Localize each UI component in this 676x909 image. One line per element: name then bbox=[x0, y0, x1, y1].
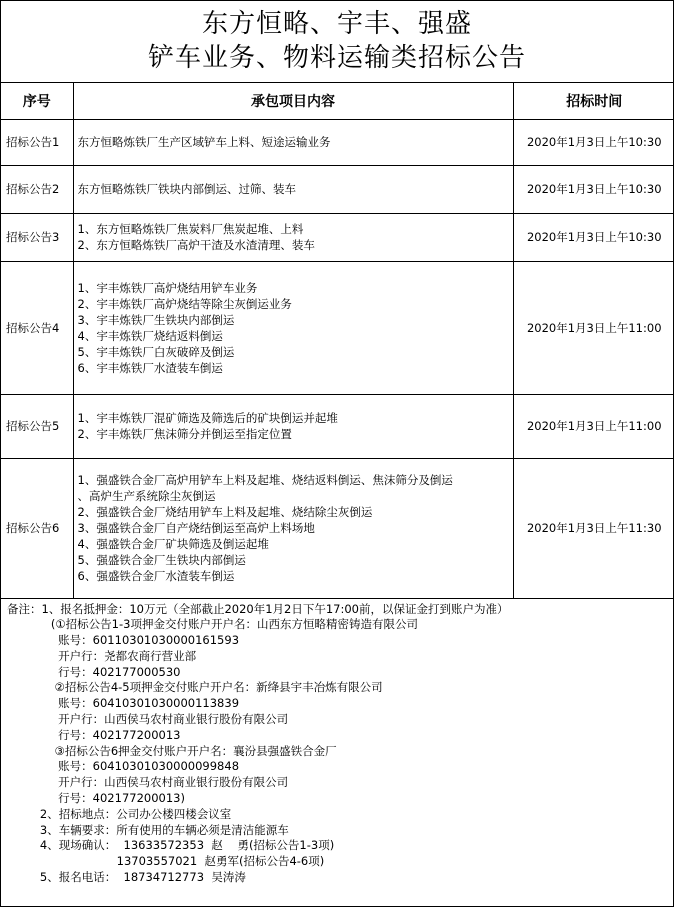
note-line: (①招标公告1-3项押金交付账户开户名：山西东方恒略精密铸造有限公司 bbox=[7, 617, 418, 632]
content-item: 5、强盛铁合金厂生铁块内部倒运 bbox=[77, 553, 246, 567]
note-line: 开户行：尧都农商行营业部 bbox=[7, 648, 197, 663]
row-content bbox=[73, 261, 513, 394]
row-time: 2020年1月3日上午10:30 bbox=[513, 119, 673, 165]
title-line-1: 东方恒略、宇丰、强盛 bbox=[201, 9, 472, 39]
row-content bbox=[73, 165, 513, 213]
note-line: 2、招标地点：公司办公楼四楼会议室 bbox=[7, 806, 232, 821]
content-item: 6、宇丰炼铁厂水渣装车倒运 bbox=[77, 360, 223, 375]
header-no: 序号 bbox=[1, 83, 73, 119]
notes-section bbox=[1, 599, 673, 886]
row-number: 招标公告5 bbox=[1, 394, 73, 458]
row-time: 2020年1月3日上午11:00 bbox=[513, 261, 673, 394]
note-line: 行号：402177200013) bbox=[7, 791, 185, 806]
row-time: 2020年1月3日上午11:00 bbox=[513, 394, 673, 458]
content-item: 3、强盛铁合金厂自产烧结倒运至高炉上料场地 bbox=[77, 521, 315, 535]
content-item: 东方恒略炼铁厂铁块内部倒运、过筛、装车 bbox=[77, 182, 296, 196]
note-line: ③招标公告6押金交付账户开户名：襄汾县强盛铁合金厂 bbox=[7, 743, 337, 758]
content-item: 2、宇丰炼铁厂高炉烧结等除尘灰倒运业务 bbox=[77, 296, 292, 311]
note-line: 账号：60410301030000099848 bbox=[7, 759, 240, 774]
note-line: 3、车辆要求：所有使用的车辆必须是清洁能源车 bbox=[7, 822, 289, 837]
header-time: 招标时间 bbox=[513, 83, 673, 119]
note-line: 账号：60410301030000113839 bbox=[7, 696, 240, 711]
note-line: 开户行：山西侯马农村商业银行股份有限公司 bbox=[7, 712, 289, 727]
table-row bbox=[1, 165, 673, 213]
row-time: 2020年1月3日上午11:30 bbox=[513, 458, 673, 598]
note-line: 行号：402177000530 bbox=[7, 664, 181, 679]
note-line: ②招标公告4-5项押金交付账户开户名：新绛县宇丰冶炼有限公司 bbox=[7, 680, 383, 695]
table-row bbox=[1, 458, 673, 598]
table-row bbox=[1, 394, 673, 458]
row-number: 招标公告2 bbox=[1, 165, 73, 213]
content-item: 2、强盛铁合金厂烧结用铲车上料及起堆、烧结除尘灰倒运 bbox=[77, 505, 373, 519]
row-number: 招标公告3 bbox=[1, 213, 73, 261]
page-title bbox=[1, 1, 673, 83]
table-header-row bbox=[1, 83, 673, 119]
row-content bbox=[73, 213, 513, 261]
note-line: 账号：60110301030000161593 bbox=[7, 633, 240, 648]
note-line: 5、报名电话： 18734712773 吴涛涛 bbox=[7, 870, 246, 885]
title-line-2: 铲车业务、物料运输类招标公告 bbox=[147, 43, 526, 73]
row-time: 2020年1月3日上午10:30 bbox=[513, 165, 673, 213]
tender-table bbox=[1, 83, 673, 599]
note-line: 备注：1、报名抵押金：10万元（全部截止2020年1月2日下午17:00前，以保证金打到账户为准） bbox=[7, 601, 509, 616]
content-item: 1、宇丰炼铁厂高炉烧结用铲车业务 bbox=[77, 280, 258, 295]
content-item: 、高炉生产系统除尘灰倒运 bbox=[77, 489, 216, 503]
note-line: 开户行：山西侯马农村商业银行股份有限公司 bbox=[7, 775, 289, 790]
row-content bbox=[73, 394, 513, 458]
note-line: 行号：402177200013 bbox=[7, 727, 181, 742]
content-item: 东方恒略炼铁厂生产区域铲车上料、短途运输业务 bbox=[77, 135, 331, 149]
content-item: 5、宇丰炼铁厂白灰破碎及倒运 bbox=[77, 344, 235, 359]
row-time: 2020年1月3日上午10:30 bbox=[513, 213, 673, 261]
content-item: 2、宇丰炼铁厂焦沫筛分并倒运至指定位置 bbox=[77, 427, 292, 441]
note-line: 4、现场确认： 13633572353 赵 勇(招标公告1-3项) bbox=[7, 838, 335, 853]
content-item: 1、强盛铁合金厂高炉用铲车上料及起堆、烧结返料倒运、焦沫筛分及倒运 bbox=[77, 473, 453, 487]
content-item: 4、宇丰炼铁厂烧结返料倒运 bbox=[77, 328, 223, 343]
content-item: 4、强盛铁合金厂矿块筛选及倒运起堆 bbox=[77, 537, 269, 551]
header-content: 承包项目内容 bbox=[73, 83, 513, 119]
content-item: 1、东方恒略炼铁厂焦炭料厂焦炭起堆、上料 bbox=[77, 222, 304, 236]
table-row bbox=[1, 261, 673, 394]
content-item: 6、强盛铁合金厂水渣装车倒运 bbox=[77, 569, 235, 583]
row-number: 招标公告6 bbox=[1, 458, 73, 598]
row-number: 招标公告4 bbox=[1, 261, 73, 394]
content-item: 2、东方恒略炼铁厂高炉干渣及水渣清理、装车 bbox=[77, 238, 315, 252]
content-item: 3、宇丰炼铁厂生铁块内部倒运 bbox=[77, 312, 235, 327]
note-line: 13703557021 赵勇军(招标公告4-6项) bbox=[7, 854, 325, 869]
content-item: 1、宇丰炼铁厂混矿筛选及筛选后的矿块倒运并起堆 bbox=[77, 411, 338, 425]
row-content bbox=[73, 458, 513, 598]
table-row bbox=[1, 213, 673, 261]
table-row bbox=[1, 119, 673, 165]
row-content bbox=[73, 119, 513, 165]
row-number: 招标公告1 bbox=[1, 119, 73, 165]
